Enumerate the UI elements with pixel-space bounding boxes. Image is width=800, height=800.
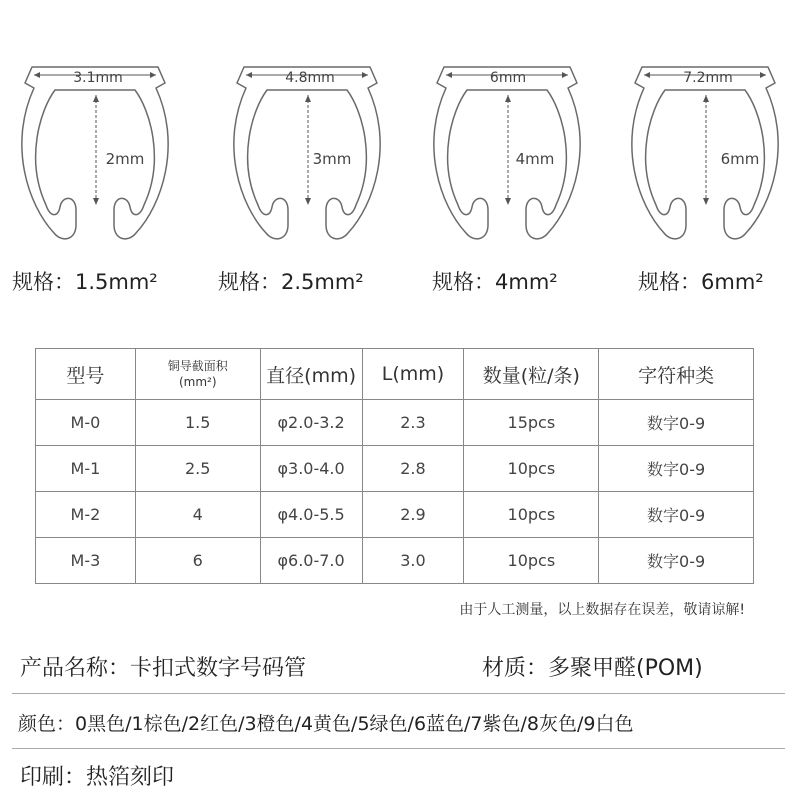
- cell-cross-section: 6: [135, 538, 260, 584]
- cell-cross-section: 2.5: [135, 446, 260, 492]
- cell-cross-section: 1.5: [135, 400, 260, 446]
- height-label: 3mm: [312, 150, 352, 168]
- cell-quantity: 15pcs: [464, 400, 599, 446]
- spec-label-m1: 规格：2.5mm²: [218, 270, 364, 294]
- measurement-note: 由于人工测量，以上数据存在误差，敬请谅解!: [459, 602, 745, 618]
- height-label: 2mm: [105, 150, 145, 168]
- header-diameter: 直径(mm): [260, 349, 362, 400]
- cell-quantity: 10pcs: [464, 492, 599, 538]
- table-header-row: [36, 349, 754, 400]
- cell-quantity: 10pcs: [464, 538, 599, 584]
- table-row: [36, 538, 754, 584]
- clip-diagram-m3: [620, 55, 790, 265]
- cell-length: 2.9: [362, 492, 464, 538]
- printing-method: 印刷：热箔刻印: [20, 765, 175, 790]
- cell-quantity: 10pcs: [464, 446, 599, 492]
- clip-outline-icon: [422, 55, 592, 265]
- header-length: L(mm): [362, 349, 464, 400]
- cell-character-type: 数字0-9: [599, 538, 754, 584]
- header-character-type: 字符种类: [599, 349, 754, 400]
- divider: [12, 693, 785, 694]
- cell-character-type: 数字0-9: [599, 400, 754, 446]
- width-label: 7.2mm: [683, 70, 733, 86]
- spec-label-m2: 规格：4mm²: [432, 270, 558, 294]
- clip-outline-icon: [10, 55, 180, 265]
- table-row: [36, 492, 754, 538]
- clip-diagram-m2: [422, 55, 592, 265]
- cell-diameter: φ6.0-7.0: [260, 538, 362, 584]
- divider: [12, 748, 785, 749]
- cell-character-type: 数字0-9: [599, 492, 754, 538]
- width-label: 3.1mm: [73, 70, 123, 86]
- table-row: [36, 446, 754, 492]
- clip-diagram-m0: [10, 55, 180, 265]
- height-label: 6mm: [720, 150, 760, 168]
- spec-label-m3: 规格：6mm²: [638, 270, 764, 294]
- clip-outline-icon: [222, 55, 392, 265]
- cell-model: M-0: [36, 400, 136, 446]
- product-name: 产品名称：卡扣式数字号码管: [20, 656, 307, 681]
- header-model: 型号: [36, 349, 136, 400]
- width-label: 6mm: [489, 70, 527, 86]
- clip-outline-icon: [620, 55, 790, 265]
- cell-length: 3.0: [362, 538, 464, 584]
- spec-table: [35, 348, 754, 584]
- cell-model: M-1: [36, 446, 136, 492]
- cell-length: 2.8: [362, 446, 464, 492]
- cell-cross-section: 4: [135, 492, 260, 538]
- width-label: 4.8mm: [285, 70, 335, 86]
- cell-diameter: φ3.0-4.0: [260, 446, 362, 492]
- cell-length: 2.3: [362, 400, 464, 446]
- height-label: 4mm: [515, 150, 555, 168]
- cell-model: M-2: [36, 492, 136, 538]
- spec-label-m0: 规格：1.5mm²: [12, 270, 158, 294]
- cell-diameter: φ2.0-3.2: [260, 400, 362, 446]
- material: 材质：多聚甲醛(POM): [482, 656, 703, 681]
- header-cross-section-line1: 铜导截面积: [167, 359, 228, 373]
- header-quantity: 数量(粒/条): [464, 349, 599, 400]
- table-row: [36, 400, 754, 446]
- header-cross-section: [135, 349, 260, 400]
- cell-diameter: φ4.0-5.5: [260, 492, 362, 538]
- header-cross-section-unit: (mm²): [178, 375, 217, 389]
- clip-diagram-m1: [222, 55, 392, 265]
- cell-model: M-3: [36, 538, 136, 584]
- cell-character-type: 数字0-9: [599, 446, 754, 492]
- color-list: 颜色：0黑色/1棕色/2红色/3橙色/4黄色/5绿色/6蓝色/7紫色/8灰色/9白色: [18, 713, 634, 735]
